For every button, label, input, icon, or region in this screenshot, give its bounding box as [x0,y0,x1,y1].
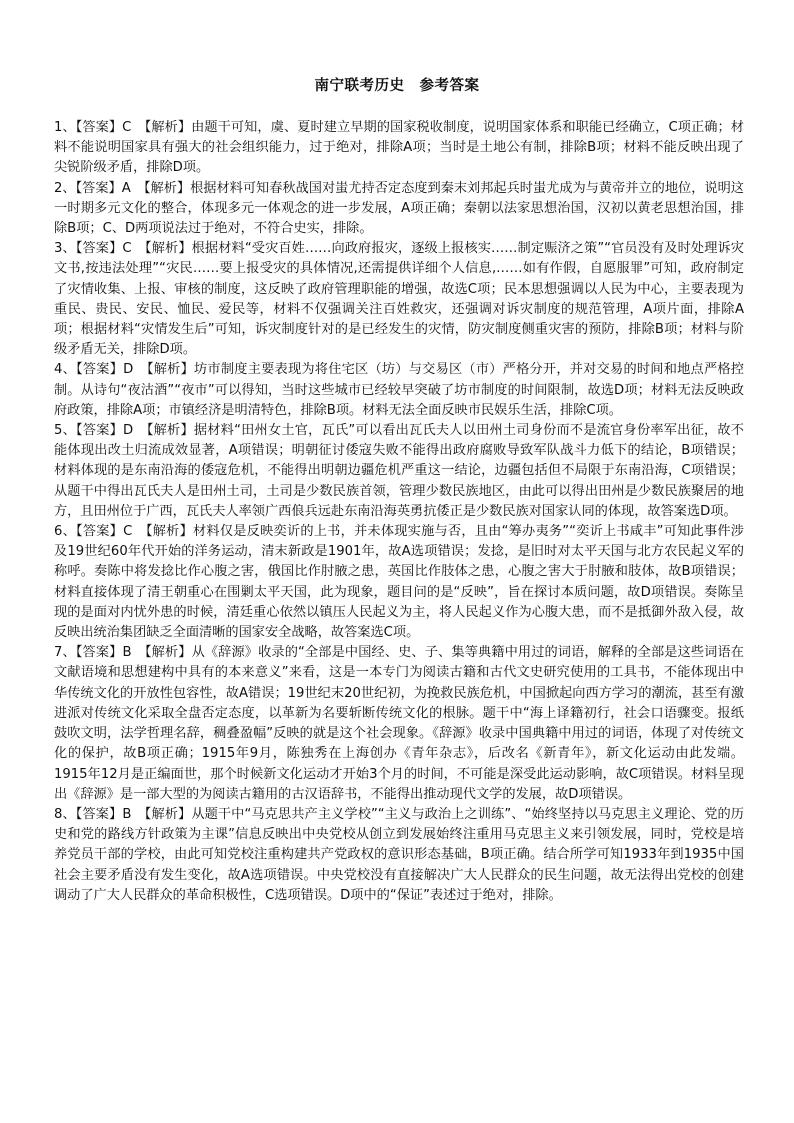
answer-item-8 [54,805,744,906]
answer-item-7 [54,643,744,805]
answer-item-5 [54,421,744,522]
answer-list [54,118,744,906]
answer-label: 1、【答案】C 【解析】 [54,120,192,135]
answer-explanation: 据材料“田州女土官，瓦氏”可以看出瓦氏夫人以田州土司身份而不是流官身份率军出征，故不能体现出改土归流成效显著，A项错误；明朝征讨倭寇失败不能得出政府腐败导致军队战斗力低下的结论，B项错误；材料体现的是东南沿海的倭寇危机，不能得出明朝边疆危机严重这一结论，边疆包括但不局限于东南沿海，C项错误；从题干中得出瓦氏夫人是田州土司，土司是少数民族首领，管理少数民族地区，由此可以得出田州是少数民族聚居的地方，且田州位于广西，瓦氏夫人率领广西俍兵远赴东南沿海英勇抗倭正是少数民族对国家认同的体现，故答案选D项。 [54,423,744,519]
answer-explanation: 从《辞源》收录的“全部是中国经、史、子、集等典籍中用过的词语，解释的全部是这些词语在文献语境和思想建构中具有的本来意义”来看，这是一本专门为阅读古籍和古代文史研究使用的工具书，不能体现出中华传统文化的开放性包容性，故A错误；19世纪末20世纪初，为挽救民族危机，中国掀起向西方学习的潮流，甚至有激进派对传统文化采取全盘否定态度，以革新为名要斩断传统文化的根脉。题干中“海上译籍初行，社会口语骤变。报纸鼓吹文明，法学哲理名辞，稠叠盈幅”反映的就是这个社会现象。《辞源》收录中国典籍中用过的词语，体现了对传统文化的保护，故B项正确；1915年9月，陈独秀在上海创办《青年杂志》，后改名《新青年》，新文化运动由此发端。1915年12月是正编面世，那个时候新文化运动才开始3个月的时间，不可能是深受此运动影响，故C项错误。材料呈现出《辞源》是一部大型的为阅读古籍用的古汉语辞书，不能得出推动现代文学的发展，故D项错误。 [54,645,744,802]
answer-label: 7、【答案】B 【解析】 [54,645,192,661]
answer-label: 3、【答案】C 【解析】 [54,241,192,257]
answer-label: 2、【答案】A 【解析】 [54,180,191,196]
answer-item-2 [54,179,744,240]
answer-item-4 [54,360,744,421]
answer-label: 8、【答案】B 【解析】 [54,806,192,822]
answer-explanation: 根据材料可知春秋战国对蚩尤持否定态度到秦末刘邦起兵时蚩尤成为与黄帝并立的地位，说明这一时期多元文化的整合，体现多元一体观念的进一步发展，A项正确；秦朝以法家思想治国，汉初以黄老思想治国，排除B项；C、D两项说法过于绝对，不符合史实，排除。 [54,180,744,237]
answer-item-6 [54,522,744,643]
answer-explanation: 材料仅是反映奕䜣的上书，并未体现实施与否，且由“筹办夷务”“奕䜣上书咸丰”可知此事件涉及19世纪60年代开始的洋务运动，清末新政是1901年，故A选项错误；发捻，是旧时对太平天国与北方农民起义军的称呼。奏陈中将发捻比作心腹之害，俄国比作肘腋之患，英国比作肢体之患，心腹之害大于肘腋和肢体，故B项错误；材料直接体现了清王朝重心在围剿太平天国，此为现象，题目问的是“反映”，旨在探讨本质问题，故D项错误。奏陈呈现的是面对内忧外患的时候，清廷重心依然以镇压人民起义为主，将人民起义作为心腹大患，而不是抵御外敌入侵，故反映出统治集团缺乏全面清晰的国家安全战略，故答案选C项。 [54,524,744,641]
answer-explanation: 坊市制度主要表现为将住宅区（坊）与交易区（市）严格分开，并对交易的时间和地点严格控制。从诗句“夜沽酒”“夜市”可以得知，当时这些城市已经较早突破了坊市制度的时间限制，故选D项；材料无法反映政府政策，排除A项；市镇经济是明清特色，排除B项。材料无法全面反映市民娱乐生活，排除C项。 [54,362,744,418]
answer-explanation: 根据材料“受灾百姓……向政府报灾，逐级上报核实……制定赈济之策”“官员没有及时处理诉灾文书,按违法处理”“灾民……要上报受灾的具体情况,还需提供详细个人信息,……如有作假，自愿服罪”可知，政府制定了灾情收集、上报、审核的制度，这反映了政府管理职能的增强，故选C项；民本思想强调以人民为中心，主要表现为重民、贵民、安民、恤民、爱民等，材料不仅强调关注百姓救灾，还强调对诉灾制度的规范管理，A项片面，排除A项；根据材料“灾情发生后”可知，诉灾制度针对的是已经发生的灾情，防灾制度侧重灾害的预防，排除B项；材料与阶级矛盾无关，排除D项。 [54,241,744,358]
answer-item-3 [54,239,744,360]
answer-label: 6、【答案】C 【解析】 [54,524,194,540]
document-title: 南宁联考历史 参考答案 [314,78,480,94]
answer-label: 5、【答案】D 【解析】 [54,423,194,439]
answer-label: 4、【答案】D 【解析】 [54,362,195,378]
answer-item-1 [54,118,744,179]
answer-explanation: 从题干中“马克思共产主义学校”“主义与政治上之训练”、“始终坚持以马克思主义理论、党的历史和党的路线方针政策为主课”信息反映出中央党校从创立到发展始终注重用马克思主义来引领发展，同时，党校是培养党员干部的学校，由此可知党校注重构建共产党政权的意识形态基础，B项正确。结合所学可知1933年到1935中国社会主要矛盾没有发生变化，故A选项错误。中央党校没有直接解决广大人民群众的民生问题，故无法得出党校的创建调动了广大人民群众的革命积极性，C选项错误。D项中的“保证”表述过于绝对，排除。 [54,806,744,903]
answer-explanation: 由题干可知，虞、夏时建立早期的国家税收制度，说明国家体系和职能已经确立，C项正确；材料不能说明国家具有强大的社会组织能力，过于绝对，排除A项；当时是土地公有制，排除B项；材料不能反映出现了尖锐阶级矛盾，排除D项。 [54,120,744,176]
